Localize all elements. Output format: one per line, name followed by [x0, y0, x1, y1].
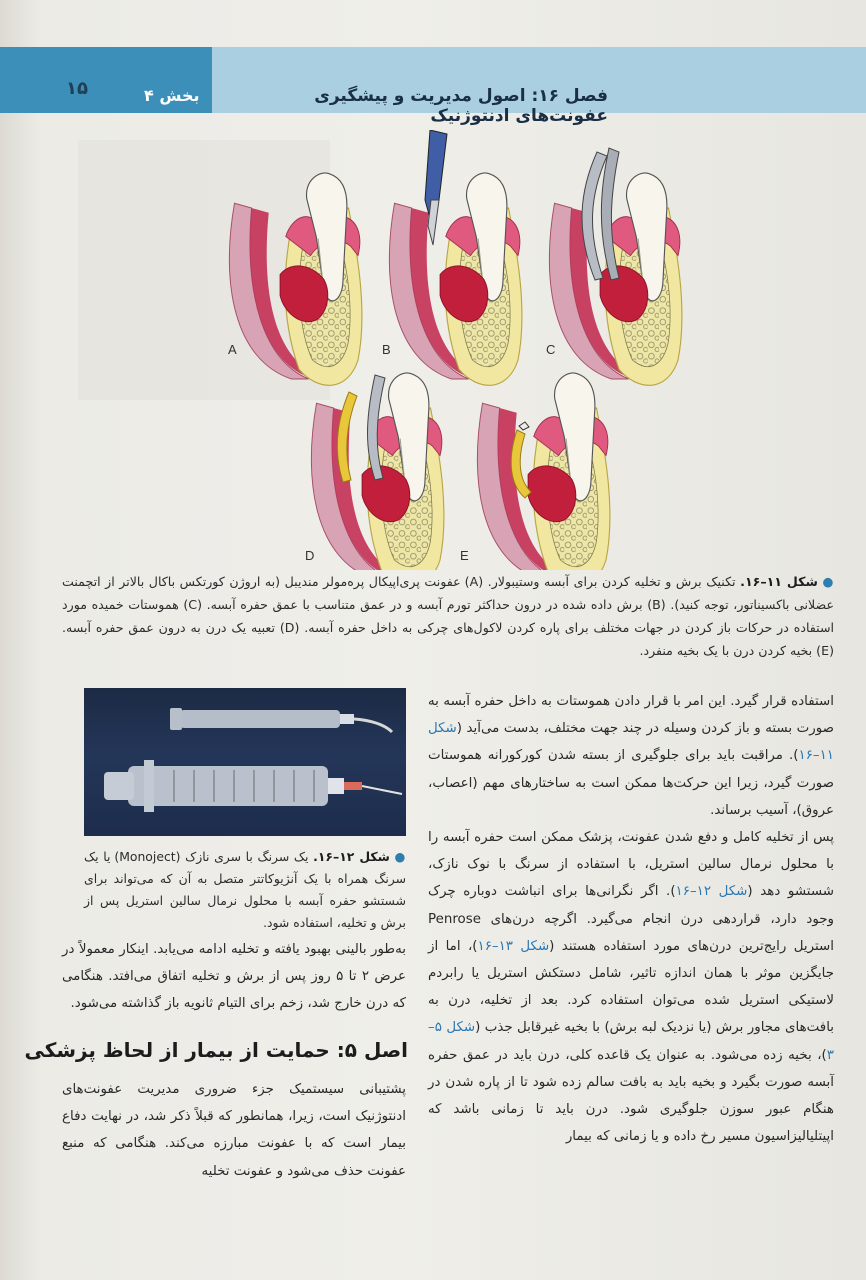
- panel-label-b: B: [382, 342, 391, 357]
- drain-icon: [337, 375, 385, 482]
- paragraph: [428, 824, 834, 1150]
- figure-reference[interactable]: شکل ۱۳–۱۶: [477, 938, 550, 954]
- text-run: استفاده قرار گیرد. این امر با قرار دادن هموستات به داخل حفره آبسه به صورت بسته و باز کردن وسیله در چند جهت مختلف، بدست می‌آید (: [428, 694, 834, 737]
- panel-label-c: C: [546, 342, 556, 357]
- paragraph: پشتیبانی سیستمیک جزء ضروری مدیریت عفونت‌های ادنتوژنیک است، زیرا، همانطور که قبلاً ذکر شد، در نهایت دفاع بیمار است که با عفونت مبارزه می‌کند. هنگامی که منبع عفونت حذف می‌شود و عفونت تخلیه: [62, 1082, 406, 1179]
- caption-text: تکنیک برش و تخلیه کردن برای آبسه وستیبولار. (A) عفونت پری‌اپیکال پره‌مولر مندیبل (به اروژن کورتکس باکال بالاتر از اتچمنت عضلانی باکسیناتور، توجه کنید). (B) برش داده شده در درون حداکثر تورم آبسه و در عمق متناسب با عمق حفره آبسه. (C) هموستات خمیده مورد استفاده در حرکات باز کردن در جهات مختلف برای پاره کردن لاکول‌های چرکی به داخل حفره آبسه. (D) تعبیه یک درن به درون عمق حفره آبسه. (E) بخیه کردن درن با یک بخیه منفرد.: [62, 574, 835, 658]
- abscess-drainage-illustration: [225, 130, 825, 570]
- figure-reference[interactable]: شکل ۱۲–۱۶: [675, 884, 748, 900]
- panel-label-d: D: [305, 548, 315, 563]
- chapter-title: فصل ۱۶: اصول مدیریت و پیشگیری عفونت‌های ادنتوژنیک: [314, 86, 608, 126]
- text-run: ). مراقبت باید برای جلوگیری از بسته شدن کورکورانه هموستات صورت گیرد، زیرا این حرکت‌ها ممکن است به ساختارهای مهم (اعصاب، عروق)، آسیب برساند.: [428, 748, 834, 818]
- hemostat-icon: [582, 148, 619, 280]
- figure-reference[interactable]: شکل ۵–۳: [428, 1020, 834, 1063]
- figure-reference[interactable]: شکل ۱۱–۱۶: [428, 721, 834, 764]
- page-number: ۱۵: [66, 78, 88, 99]
- paragraph: [428, 688, 834, 824]
- text-run: )، اما از جایگزین موثر با همان اندازه تاثیر، شامل دستکش استریل یا رابردم لاستیکی استریل شده می‌توان استفاده کرد. بعد از تخلیه، درن به بافت‌های مجاور برش (یا نزدیک لبه برش) با بخیه غیرقابل جذب (: [428, 938, 834, 1036]
- caption-text: یک سرنگ با سری نازک (Monoject) یا یک سرنگ همراه با یک آنژیوکاتتر متصل به آن که می‌تواند برای شستشو حفره آبسه با محلول نرمال سالین استریل پس از برش و تخلیه، استفاده شود.: [84, 849, 406, 930]
- caption-title: شکل ۱۲–۱۶.: [313, 849, 390, 864]
- left-column-text: [62, 936, 406, 1018]
- panel-label-e: E: [460, 548, 469, 563]
- text-run: )، بخیه زده می‌شود. به عنوان یک قاعده کلی، درن باید در عمق حفره آبسه صورت بگیرد و بخیه باید به بافت سالم زده شود تا از پاره شدن در هنگام عبور سوزن جلوگیری شود. درن باید تا زمانی باشد که اپیتلیالیزاسیون مسیر رخ داده و یا زمانی که بیمار: [428, 1047, 834, 1145]
- text-run: پس از تخلیه کامل و دفع شدن عفونت، پزشک ممکن است حفره آبسه را با محلول نرمال سالین استریل، با استفاده از سرنگ با نوک نازک، شستشو دهد (: [428, 830, 834, 900]
- figure-caption-12: [84, 846, 406, 934]
- syringe-photo: [84, 688, 406, 836]
- section-label: بخش ۴: [144, 86, 200, 105]
- left-column-text-2: [62, 1076, 406, 1185]
- panel-label-a: A: [228, 342, 237, 357]
- section-heading: اصل ۵: حمایت از بیمار از لحاظ پزشکی: [24, 1038, 408, 1062]
- caption-bullet: ●: [822, 574, 834, 589]
- text-run: ). اگر نگرانی‌ها برای انباشت دوباره چرک وجود دارد، قراردهی درن انجام می‌گیرد. اگرچه درن‌های Penrose استریل رایج‌ترین درن‌های مورد استفاده هستند (: [428, 884, 834, 954]
- paragraph: به‌طور بالینی بهبود یافته و تخلیه ادامه می‌یابد. اینکار معمولاً در عرض ۲ تا ۵ روز پس از برش و تخلیه اتفاق می‌افتد. هنگامی که درن خارج شد، زخم برای التیام ثانویه باز گذاشته می‌شود.: [62, 942, 407, 1012]
- caption-bullet: ●: [394, 849, 406, 864]
- right-column-text: [428, 688, 834, 1150]
- figure-caption-11: [62, 570, 834, 662]
- scalpel-icon: [425, 130, 447, 245]
- syringe-image: [84, 688, 406, 836]
- caption-title: شکل ۱۱–۱۶.: [740, 574, 818, 589]
